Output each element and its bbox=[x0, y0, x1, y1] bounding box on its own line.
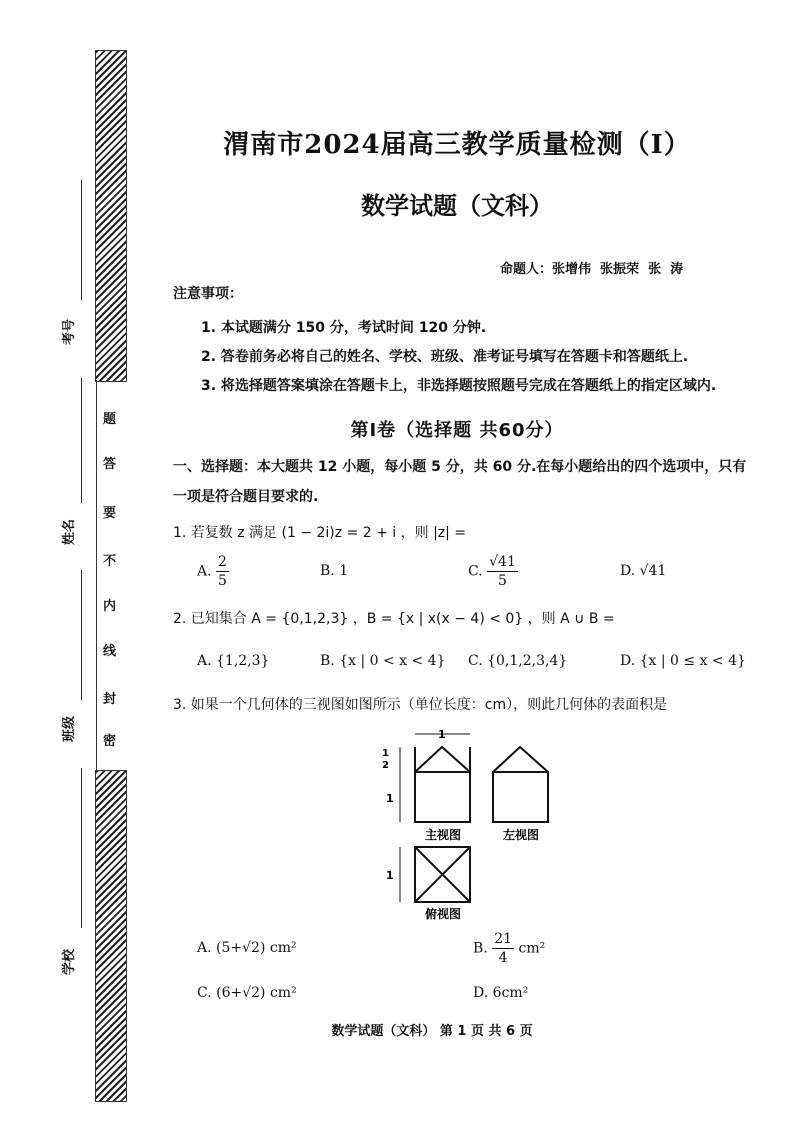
seal-char: 要 bbox=[103, 506, 117, 521]
side-view-caption: 左视图 bbox=[503, 828, 540, 842]
three-view-figure bbox=[370, 722, 570, 922]
part-instruction: 一、选择题：本大题共 12 小题，每小题 5 分，共 60 分.在每小题给出的四个选项中，只有 bbox=[173, 459, 747, 475]
seal-char: 题 bbox=[103, 412, 117, 427]
seal-char: 密 bbox=[103, 734, 117, 749]
fraction: $\frac{√41}{5}$ bbox=[489, 554, 516, 589]
dim-label: 1 bbox=[382, 748, 389, 759]
top-view-caption: 俯视图 bbox=[425, 907, 462, 921]
dim-label: 1 bbox=[438, 728, 446, 741]
q2-option-a: A. {1,2,3} bbox=[197, 653, 270, 669]
q1-option-a: A. $\frac{2}{5}$ bbox=[197, 554, 227, 589]
page-title: 渭南市2024届高三教学质量检测（Ⅰ） bbox=[223, 130, 691, 160]
seal-char: 封 bbox=[103, 692, 117, 707]
q2-option-c: C. {0,1,2,3,4} bbox=[468, 653, 568, 669]
seal-char: 答 bbox=[103, 457, 117, 472]
q2-option-d: D. {x | 0 ≤ x < 4} bbox=[620, 653, 746, 669]
note-item: 2. 答卷前务必将自己的姓名、学校、班级、准考证号填写在答题卡和答题纸上. bbox=[201, 349, 689, 365]
seal-char: 线 bbox=[103, 644, 117, 659]
page-subtitle: 数学试题（文科） bbox=[361, 192, 553, 220]
q1-option-c: C. $\frac{√41}{5}$ bbox=[468, 554, 516, 589]
note-item: 3. 将选择题答案填涂在答题卡上，非选择题按照题号完成在答题纸上的指定区域内. bbox=[201, 378, 717, 394]
q3-option-c: C. (6+√2) cm² bbox=[197, 985, 297, 1001]
fraction: $\frac{2}{5}$ bbox=[218, 554, 227, 589]
part-instruction: 一项是符合题目要求的. bbox=[173, 489, 319, 505]
fraction: $\frac{21}{4}$ bbox=[494, 931, 513, 966]
front-view-caption: 主视图 bbox=[425, 828, 462, 842]
seal-char: 内 bbox=[103, 599, 117, 614]
label-name: 姓名 bbox=[62, 518, 77, 545]
field-line-class bbox=[81, 570, 82, 700]
q3-option-b: B. $\frac{21}{4}$ cm² bbox=[473, 931, 546, 966]
q1-option-d: D. √41 bbox=[620, 563, 667, 579]
label-class: 班级 bbox=[62, 715, 77, 742]
section-title: 第Ⅰ卷（选择题 共60分） bbox=[350, 420, 564, 441]
dim-label: 1 bbox=[386, 869, 394, 882]
authors: 命题人：张增伟 张振荣 张 涛 bbox=[500, 262, 684, 277]
q3-option-a: A. (5+√2) cm² bbox=[197, 940, 297, 956]
dim-label: 1 bbox=[386, 792, 394, 805]
q2-option-b: B. {x | 0 < x < 4} bbox=[320, 653, 446, 669]
q1-option-b: B. 1 bbox=[320, 563, 349, 579]
binding-hatch-bottom bbox=[95, 770, 127, 1102]
label-school: 学校 bbox=[62, 948, 77, 975]
notes-heading: 注意事项： bbox=[173, 286, 243, 302]
note-item: 1. 本试题满分 150 分，考试时间 120 分钟. bbox=[201, 320, 487, 336]
field-line-school bbox=[81, 768, 82, 928]
question-3: 3. 如果一个几何体的三视图如图所示（单位长度：cm），则此几何体的表面积是 bbox=[173, 697, 668, 713]
question-1: 1. 若复数 z 满足 (1 − 2i)z = 2 + i ，则 |z| = bbox=[173, 525, 467, 541]
q3-option-d: D. 6cm² bbox=[473, 985, 529, 1001]
seal-char: 不 bbox=[103, 554, 117, 569]
dim-label: 2 bbox=[382, 760, 389, 771]
label-exam-no: 考号 bbox=[62, 318, 77, 345]
page-footer: 数学试题（文科） 第 1 页 共 6 页 bbox=[331, 1024, 533, 1039]
question-2: 2. 已知集合 A = {0,1,2,3} ，B = {x | x(x − 4) < 0} ，则 A ∪ B = bbox=[173, 611, 615, 627]
